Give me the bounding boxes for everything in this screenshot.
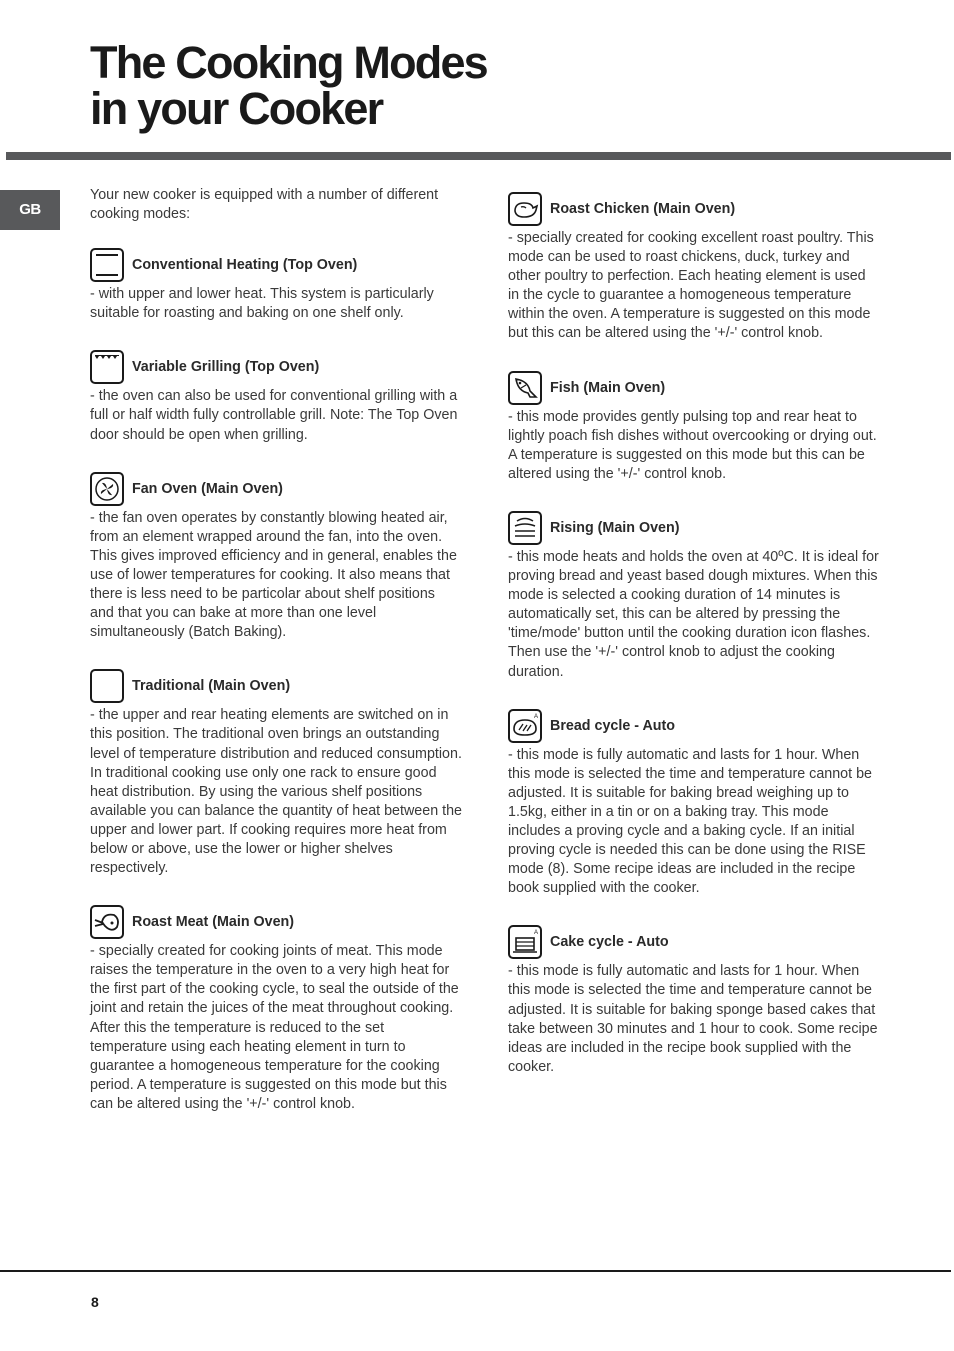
fish-icon <box>508 371 542 405</box>
mode-variable-grilling <box>90 350 462 444</box>
mode-description: - specially created for cooking excellent roast poultry. This mode can be used to roast chickens, duck, turkey and other poultry to perfection. Each heating element is used in the cycle to guarantee a homogeneous temperature within the oven. A temperature is suggested on this mode but this can be altered using the '+/-' control knob. <box>508 230 874 342</box>
mode-description: - specially created for cooking joints of meat. This mode raises the temperature in the oven to a very high heat for the first part of the cooking cycle, to seal the outside of the joint and retain the juices of the meat throughout cooking. After this the temperature is reduced to the set temperature using each heating element in turn to guarantee a homogeneous temperature for the cooking period. A temperature is suggested on this mode but this can be altered using the '+/-' control knob. <box>90 943 459 1112</box>
mode-cake-cycle <box>508 925 880 1077</box>
mode-heading: Cake cycle - Auto <box>550 934 669 951</box>
right-column <box>508 192 880 1104</box>
mode-heading: Variable Grilling (Top Oven) <box>132 359 320 376</box>
mode-heading: Roast Chicken (Main Oven) <box>550 201 736 217</box>
conventional-heating-icon <box>90 248 124 282</box>
mode-description: - the oven can also be used for conventional grilling with a full or half width fully controllable grill. Note: The Top Oven door should be open when grilling. <box>90 388 458 443</box>
page-number: 8 <box>91 1294 99 1310</box>
title-line-2: in your Cooker <box>90 83 383 134</box>
mode-conventional-heating <box>90 248 462 323</box>
mode-description: - the upper and rear heating elements are switched on in this position. The traditional oven brings an outstanding level of temperature distribution and reduced consumption. In traditional cooking use only one rack to ensure good heat distribution. By using the various shelf positions available you can balance the quantity of heat between the upper and lower part. If cooking requires more heat from below or above, use the lower or higher shelves respectively. <box>90 707 462 877</box>
mode-roast-chicken <box>508 192 880 344</box>
mode-heading: Fan Oven (Main Oven) <box>132 480 283 497</box>
mode-fan-oven <box>90 472 462 643</box>
traditional-oven-icon <box>90 669 124 703</box>
roast-meat-icon <box>90 905 124 939</box>
header-rule <box>6 152 951 160</box>
fan-icon <box>90 472 124 506</box>
mode-description: - with upper and lower heat. This system is particularly suitable for roasting and baking on one shelf only. <box>90 286 434 322</box>
page-title <box>90 37 487 134</box>
grill-icon <box>90 350 124 384</box>
mode-description: - this mode provides gently pulsing top and rear heat to lightly poach fish dishes without overcooking or drying out. A temperature is suggested on this mode but this can be altered using the '+/-' control knob. <box>508 408 877 482</box>
title-line-1: The Cooking Modes <box>90 37 487 88</box>
mode-description: - the fan oven operates by constantly blowing heated air, from an element wrapped around the fan, into the oven. This gives improved efficiency and in general, enables the use of lower temperatures for cooking. It also means that there is less need to be particolar about shelf positions and that you can bake at more than one level simultaneously (Batch Baking). <box>90 509 457 641</box>
svg-text:A: A <box>534 930 539 937</box>
svg-text:A: A <box>534 713 539 720</box>
mode-heading: Roast Meat (Main Oven) <box>132 914 295 931</box>
mode-fish <box>508 371 880 484</box>
mode-roast-meat <box>90 905 462 1114</box>
rising-icon <box>508 511 542 545</box>
bread-cycle-icon <box>508 709 542 743</box>
mode-rising <box>508 511 880 682</box>
mode-description: - this mode heats and holds the oven at 40ºC. It is ideal for proving bread and yeast based dough mixtures. When this mode is selected a cooking duration of 14 minutes is automatically set, this can be altered by pressing the 'time/mode' button until the cooking duration icon flashes. Then use the '+/-' control knob to adjust the cooking duration. <box>508 548 879 680</box>
left-column <box>90 186 462 1141</box>
intro-text: Your new cooker is equipped with a number of different cooking modes: <box>90 187 439 223</box>
mode-bread-cycle <box>508 709 880 899</box>
roast-chicken-icon <box>508 192 542 226</box>
mode-heading: Traditional (Main Oven) <box>132 678 291 695</box>
mode-description: - this mode is fully automatic and lasts for 1 hour. When this mode is selected the time and temperature cannot be adjusted. It is suitable for baking sponge based cakes that take between 30 minutes and 1 hour to cook. Some recipe ideas are included in the recipe book supplied with the cooker. <box>508 963 878 1075</box>
cake-cycle-icon <box>508 925 542 959</box>
footer-rule <box>0 1270 951 1272</box>
mode-heading: Conventional Heating (Top Oven) <box>132 257 358 274</box>
mode-description: - this mode is fully automatic and lasts for 1 hour. When this mode is selected the time and temperature cannot be adjusted. It is suitable for baking bread weighing up to 1.5kg, either in a tin or on a baking tray. This mode includes a proving cycle and a baking cycle. If an initial proving cycle is needed this can be done using the RISE mode (8). Some recipe ideas are included in the recipe book supplied with the cooker. <box>508 746 872 897</box>
mode-traditional <box>90 669 462 878</box>
mode-heading: Bread cycle - Auto <box>550 717 675 734</box>
language-tab: GB <box>0 190 60 230</box>
mode-heading: Rising (Main Oven) <box>550 519 680 536</box>
mode-heading: Fish (Main Oven) <box>550 379 666 396</box>
